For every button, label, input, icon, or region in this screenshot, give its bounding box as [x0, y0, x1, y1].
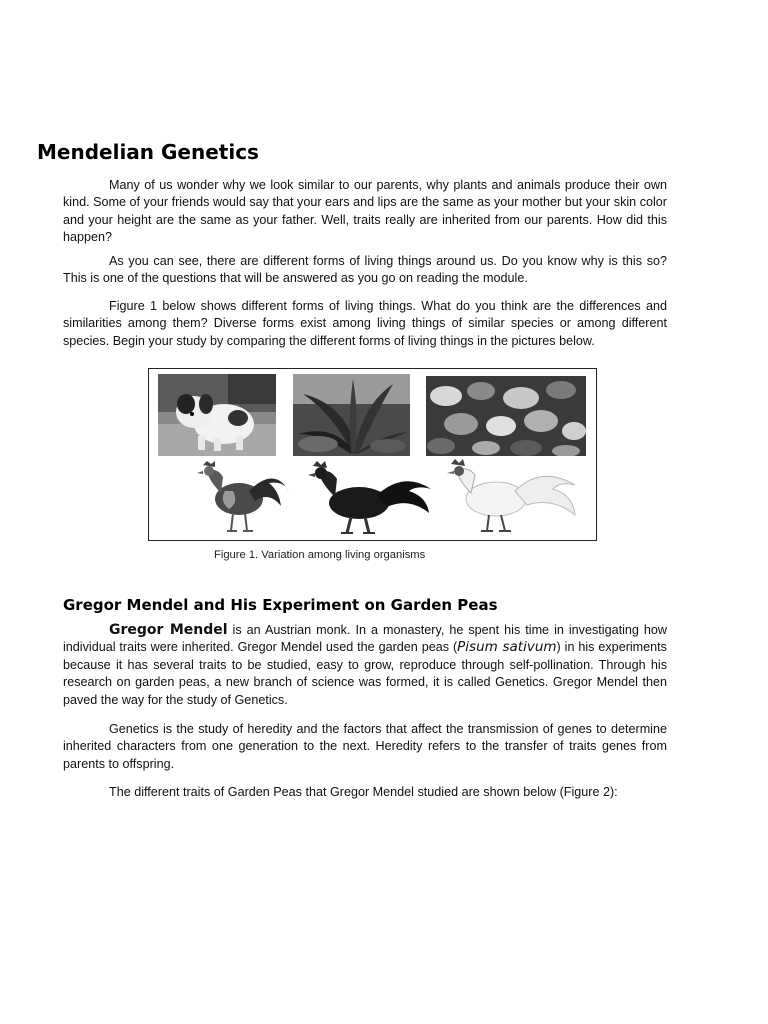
rooster-3-photo: [441, 459, 581, 536]
dog-photo: [158, 374, 276, 456]
intro-paragraph-1-text: Many of us wonder why we look similar to our parents, why plants and animals produce their own kind. Some of your friends would say that your ears and lips are the same as your mother but your skin color and your height are the same as your father. Well, traits really are inherited from our parents. How did this happen?: [63, 178, 667, 245]
intro-paragraph-2-text: As you can see, there are different forms of living things around us. Do you know why is this so? This is one of the questions that will be answered as you go on reading the module.: [63, 254, 667, 286]
mendel-paragraph-2: [63, 721, 667, 773]
page-title: Mendelian Genetics: [37, 140, 259, 164]
figure-1-caption: Figure 1. Variation among living organisms: [214, 549, 426, 561]
mendel-paragraph-1-text-b: ) in his experiments because it has several traits to be studied, easy to grow, reproduce through self-pollination. Through his research on garden peas, a new branch of science was formed, it is called Genetics. Gregor Mendel then paved the way for the study of Genetics.: [63, 640, 667, 707]
figure-1: [148, 368, 597, 541]
intro-paragraph-3-text: Figure 1 below shows different forms of living things. What do you think are the differences and similarities among them? Diverse forms exist among living things of similar species or among different species. Begin your study by comparing the different forms of living things in the pictures below.: [63, 299, 667, 348]
scientific-name: Pisum sativum: [457, 639, 557, 656]
mendel-name: Gregor Mendel: [109, 622, 228, 638]
rooster-1-photo: [189, 461, 297, 536]
mendel-paragraph-2-text: Genetics is the study of heredity and the factors that affect the transmission of genes to determine inherited characters from one generation to the next. Heredity refers to the transfer of traits genes from parents to offspring.: [63, 722, 667, 771]
rooster-2-photo: [299, 461, 434, 536]
mendel-paragraph-1-text-a: is an Austrian monk. In a monastery, he spent his time in investigating how individual traits were inherited. Gregor Mendel used the garden peas (: [63, 623, 667, 655]
intro-paragraph-2: [63, 253, 667, 288]
intro-paragraph-3: [63, 298, 667, 350]
leafy-plant-photo: [426, 376, 586, 456]
intro-paragraph-1: [63, 177, 667, 247]
section-heading: Gregor Mendel and His Experiment on Garden Peas: [63, 596, 498, 614]
mendel-paragraph-3: [63, 784, 667, 801]
plant-photo: [293, 374, 410, 456]
mendel-paragraph-1: [63, 622, 667, 709]
mendel-paragraph-3-text: The different traits of Garden Peas that Gregor Mendel studied are shown below (Figure 2):: [109, 785, 618, 799]
